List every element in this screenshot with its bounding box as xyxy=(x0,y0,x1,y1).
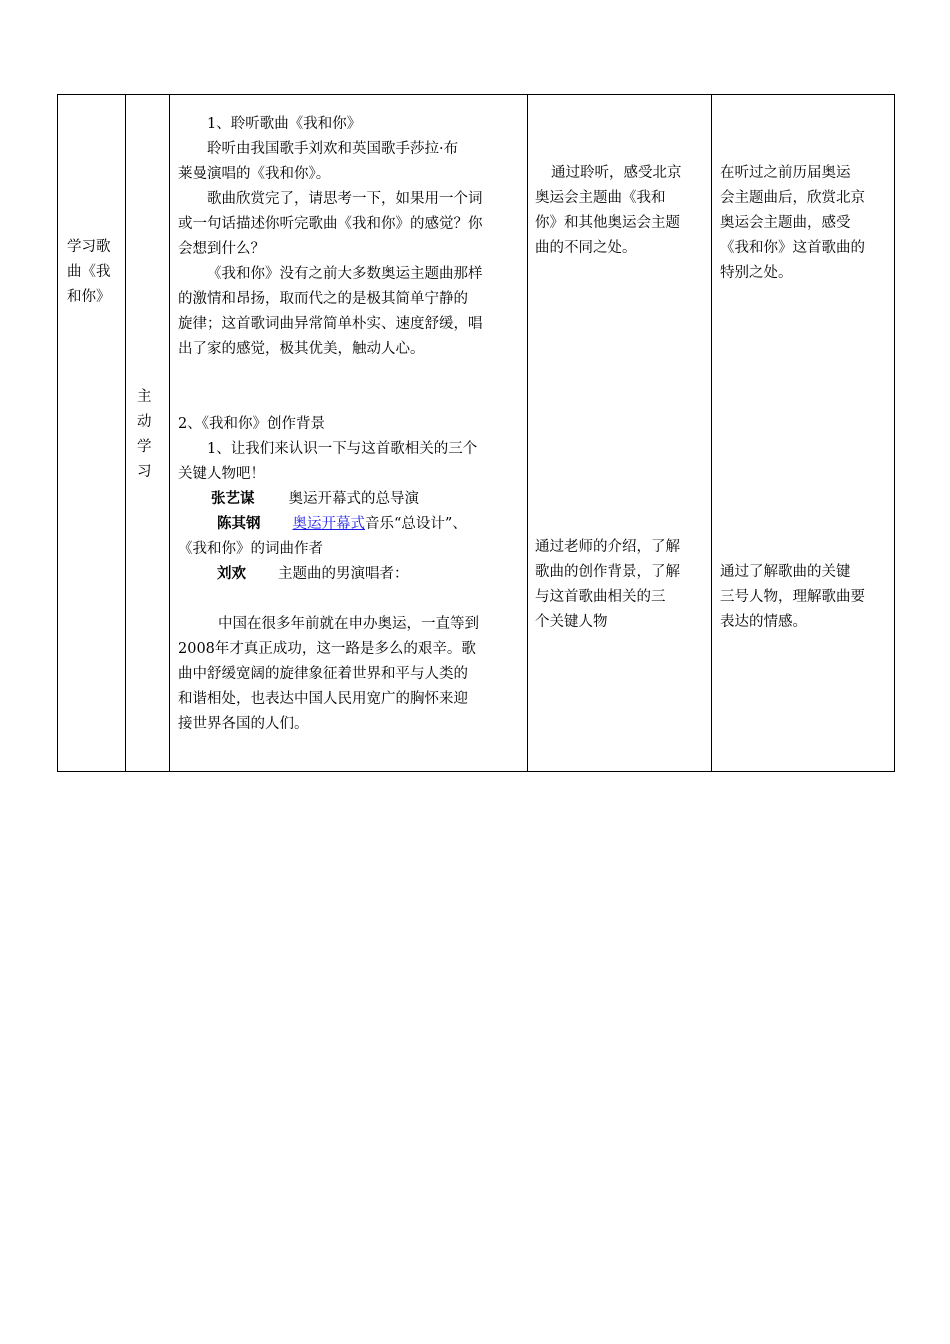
person-row xyxy=(178,487,520,512)
person-role: 《我和你》的词曲作者 xyxy=(178,541,323,557)
paragraph-line: 曲中舒缓宽阔的旋律象征着世界和平与人类的 xyxy=(178,666,468,682)
heading-listen: 1、聆听歌曲《我和你》 xyxy=(207,116,362,132)
intent-line: 会主题曲后，欣赏北京 xyxy=(720,190,865,206)
activity-label-char: 学 xyxy=(137,439,152,455)
design-intent-cell-2 xyxy=(720,560,892,635)
paragraph-line: 会想到什么？ xyxy=(178,241,265,257)
paragraph-line: 接世界各国的人们。 xyxy=(178,716,309,732)
intent-line: 特别之处。 xyxy=(720,265,793,281)
paragraph-line: 出了家的感觉，极其优美，触动人心。 xyxy=(178,341,425,357)
design-intent-cell-1 xyxy=(720,161,892,286)
lesson-table xyxy=(57,94,895,772)
paragraph-line: 的激情和昂扬，取而代之的是极其简单宁静的 xyxy=(178,291,468,307)
person-name: 陈其钢 xyxy=(217,516,261,532)
activity-line: 与这首歌曲相关的三 xyxy=(535,589,666,605)
student-activity-cell-2 xyxy=(535,535,707,635)
paragraph-line: 《我和你》没有之前大多数奥运主题曲那样 xyxy=(207,266,483,282)
heading-background: 2、《我和你》创作背景 xyxy=(178,416,325,432)
person-role: 音乐“总设计”、 xyxy=(365,516,467,532)
activity-label-char: 动 xyxy=(137,414,152,430)
paragraph-line: 和谐相处，也表达中国人民用宽广的胸怀来迎 xyxy=(178,691,468,707)
activity-label-char: 习 xyxy=(137,464,152,480)
activity-line: 通过老师的介绍，了解 xyxy=(535,539,680,555)
main-content-cell xyxy=(178,112,520,737)
section-title-line: 学习歌 xyxy=(67,239,111,255)
activity-line: 个关键人物 xyxy=(535,614,608,630)
paragraph-line: 或一句话描述你听完歌曲《我和你》的感觉？你 xyxy=(178,216,483,232)
paragraph-line: 旋律；这首歌词曲异常简单朴实、速度舒缓，唱 xyxy=(178,316,483,332)
paragraph-line: 歌曲欣赏完了，请思考一下，如果用一个词 xyxy=(207,191,483,207)
section-title-cell xyxy=(67,235,111,310)
section-title-line: 和你》 xyxy=(67,289,111,305)
column-divider xyxy=(711,95,712,771)
intent-line: 奥运会主题曲，感受 xyxy=(720,215,851,231)
person-role: 奥运开幕式的总导演 xyxy=(288,491,419,507)
intent-line: 在听过之前历届奥运 xyxy=(720,165,851,181)
paragraph-line: 1、让我们来认识一下与这首歌相关的三个 xyxy=(207,441,478,457)
paragraph-line: 2008年才真正成功，这一路是多么的艰辛。歌 xyxy=(178,641,476,657)
student-activity-cell-1 xyxy=(535,161,707,261)
person-role: 主题曲的男演唱者： xyxy=(278,566,409,582)
column-divider xyxy=(527,95,528,771)
section-title-line: 曲《我 xyxy=(67,264,111,280)
person-name: 刘欢 xyxy=(217,566,246,582)
activity-line: 奥运会主题曲《我和 xyxy=(535,190,666,206)
paragraph-line: 聆听由我国歌手刘欢和英国歌手莎拉·布 xyxy=(207,141,459,157)
person-name: 张艺谋 xyxy=(211,491,255,507)
column-divider xyxy=(125,95,126,771)
person-row xyxy=(178,562,520,587)
paragraph-line: 莱曼演唱的《我和你》。 xyxy=(178,166,331,182)
activity-line: 通过聆听，感受北京 xyxy=(551,165,682,181)
intent-line: 《我和你》这首歌曲的 xyxy=(720,240,865,256)
intent-line: 通过了解歌曲的关键 xyxy=(720,564,851,580)
activity-label-char: 主 xyxy=(137,389,152,405)
activity-line: 曲的不同之处。 xyxy=(535,240,637,256)
person-row xyxy=(178,512,520,537)
opening-ceremony-link[interactable]: 奥运开幕式 xyxy=(292,516,365,532)
paragraph-line: 关键人物吧！ xyxy=(178,466,265,482)
intent-line: 三号人物，理解歌曲要 xyxy=(720,589,865,605)
intent-line: 表达的情感。 xyxy=(720,614,807,630)
activity-line: 你》和其他奥运会主题 xyxy=(535,215,680,231)
activity-label-cell xyxy=(137,385,152,485)
activity-line: 歌曲的创作背景，了解 xyxy=(535,564,680,580)
paragraph-line: 中国在很多年前就在申办奥运，一直等到 xyxy=(218,616,479,632)
column-divider xyxy=(169,95,170,771)
